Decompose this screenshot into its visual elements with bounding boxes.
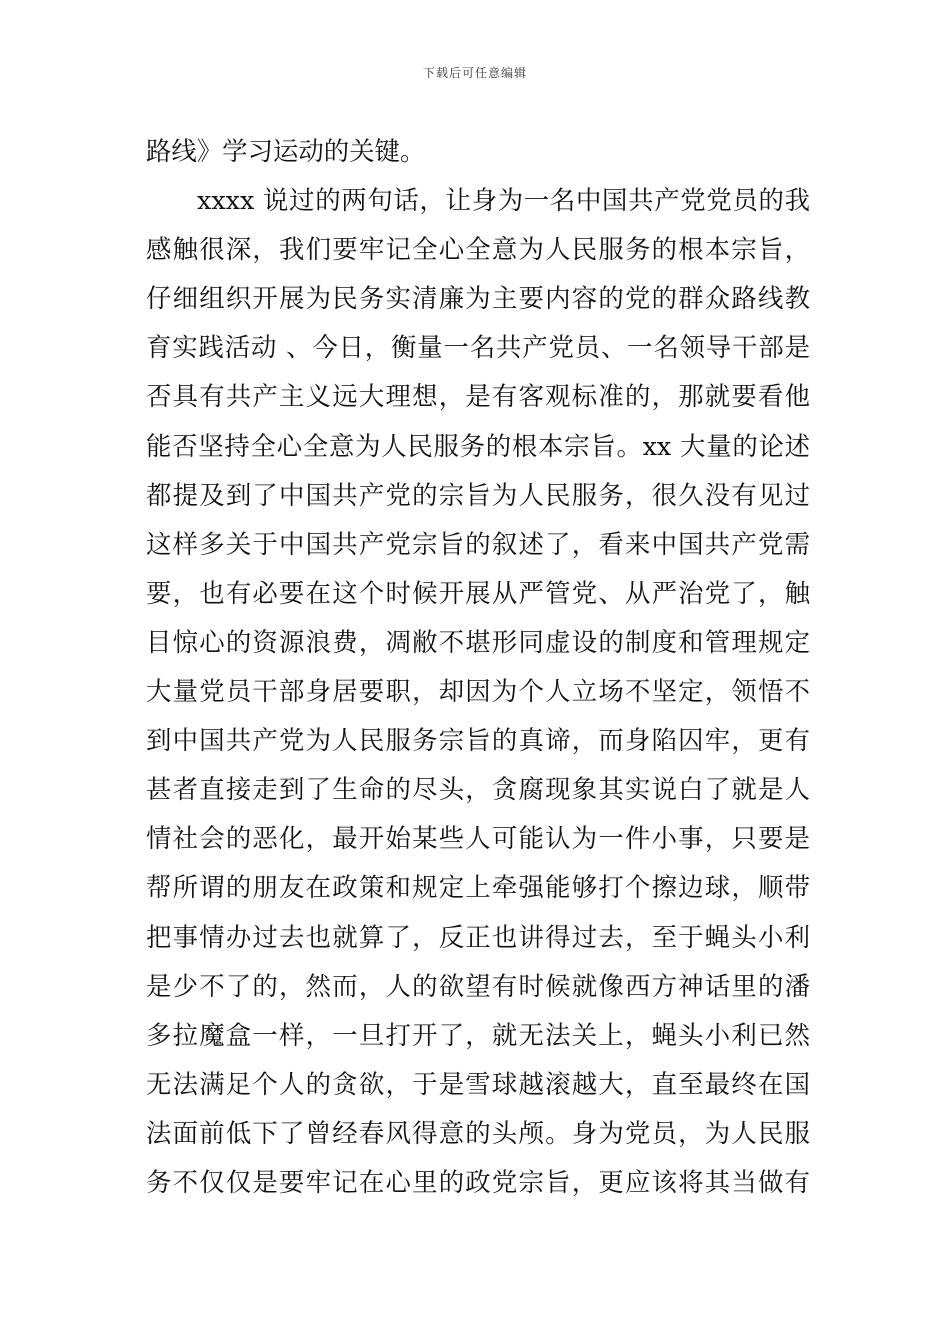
document-body [146, 127, 810, 1207]
text-line: 这样多关于中国共产党宗旨的叙述了，看来中国共产党需 [146, 528, 810, 559]
text-line: 感触很深，我们要牢记全心全意为人民服务的根本宗旨， [146, 234, 810, 265]
text-line: 情社会的恶化，最开始某些人可能认为一件小事，只要是 [146, 823, 810, 854]
text-line: 帮所谓的朋友在政策和规定上牵强能够打个擦边球，顺带 [146, 872, 810, 903]
text-line: 要，也有必要在这个时候开展从严管党、从严治党了，触 [146, 577, 810, 608]
text-line: 多拉魔盒一样，一旦打开了，就无法关上，蝇头小利已然 [146, 1019, 810, 1050]
text-line: 是少不了的，然而，人的欲望有时候就像西方神话里的潘 [146, 970, 810, 1001]
text-line: 目惊心的资源浪费，凋敝不堪形同虚设的制度和管理规定 [146, 626, 810, 657]
text-line: 法面前低下了曾经春风得意的头颅。身为党员，为人民服 [146, 1117, 810, 1148]
text-line: 务不仅仅是要牢记在心里的政党宗旨，更应该将其当做有 [146, 1166, 810, 1197]
text-line: 都提及到了中国共产党的宗旨为人民服务，很久没有见过 [146, 479, 810, 510]
text-line: 甚者直接走到了生命的尽头，贪腐现象其实说白了就是人 [146, 774, 810, 805]
text-line: 育实践活动 、今日，衡量一名共产党员、一名领导干部是 [146, 332, 810, 363]
text-line: 无法满足个人的贪欲，于是雪球越滚越大，直至最终在国 [146, 1068, 810, 1099]
text-line: 能否坚持全心全意为人民服务的根本宗旨。xx 大量的论述 [146, 430, 810, 461]
text-line: 仔细组织开展为民务实清廉为主要内容的党的群众路线教 [146, 283, 810, 314]
text-line: 大量党员干部身居要职，却因为个人立场不坚定，领悟不 [146, 676, 810, 707]
text-line: 路线》学习运动的关键。 [146, 136, 426, 166]
page-header-note: 下载后可任意编辑 [422, 66, 527, 80]
text-line: 把事情办过去也就算了，反正也讲得过去，至于蝇头小利 [146, 921, 810, 952]
text-line: xxxx 说过的两句话，让身为一名中国共产党党员的我 [197, 185, 810, 216]
text-line: 否具有共产主义远大理想，是有客观标准的，那就要看他 [146, 381, 810, 412]
text-line: 到中国共产党为人民服务宗旨的真谛，而身陷囚牢，更有 [146, 725, 810, 756]
